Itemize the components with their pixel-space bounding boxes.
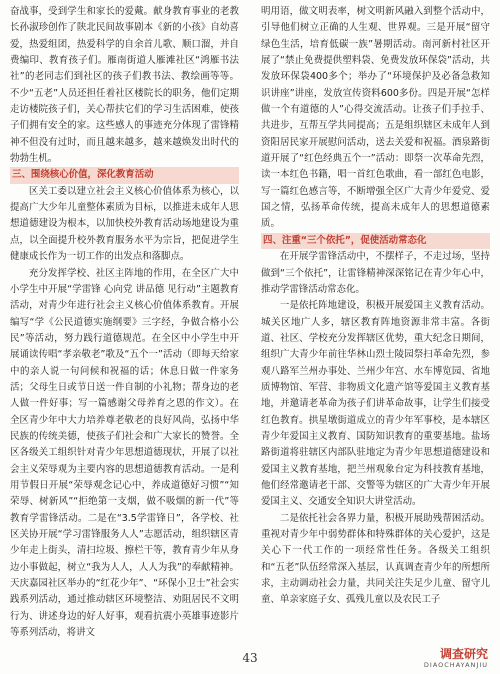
brand-pinyin: DIAOCHAYANJIU xyxy=(423,661,488,669)
left-paragraph-2: 区关工委以建立社会主义核心价值体系为核心，以提高广大少年儿童整体素质为目标，以推进未成年人思想道德建设为根本，以加快校外教育活动场地建设为重点，以全面提升校外教育服务水平为宗旨，把促进学生健康成长作为一切工作的出发点和落脚点。 xyxy=(10,185,239,263)
section-heading-4: 四、注重“三个依托”，促使活动常态化 xyxy=(261,233,490,249)
right-column xyxy=(261,4,490,609)
right-paragraph-2: 在开展学雷锋活动中，不摆样子，不走过场，坚持做到“三个依托”，让雷锋精神深深铭记在青少年心中，推动学雷锋活动常态化。 xyxy=(261,251,490,295)
left-column xyxy=(10,4,239,641)
left-paragraph-1: 奋战事，受到学生和家长的爱戴。献身教育事业的老教长孙淑珍创作了陕北民间故事剧本《新的小孩》自幼喜爱，热爱组团，热爱科学的自余首儿歌、顺口溜，并自费编印、教育孩子们。雁南街道人雁滩社区“鸿雁书法社”的老同志们到社区的孩子们教书法、教绘画等等。不少“五老”人员还担任着社区楼院长的职务，他们定期走访楼院孩子们，关心帮扶它们的学习生活困难，使孩子们拥有安全的家。这些感人的事迹充分体现了雷锋精神不但没有过时，而且越来越多，越来越焕发出时代的勃勃生机。 xyxy=(10,6,239,165)
left-paragraph-3: 充分发挥学校、社区主阵地的作用，在全区广大中小学生中开展“学雷锋 心向党 讲品德 见行动”主题教育活动，对青少年进行社会主义核心价值体系教育。开展编写“学《公民道德实施纲要》三字经，争做合格小公民”等活动，努力践行道德规范。在全区中小学生中开展诵读传唱“孝亲敬老”歌及“五个一”活动（即每天给家中的亲人说一句问候和祝福的话；休息日做一件家务活；父母生日或节日送一件自制的小礼物；帮身边的老人做一件好事；写一篇感谢父母养育之恩的作文）。在全区青少年中大力培养尊老敬老的良好风尚，弘扬中华民族的传统美德，使孩子们社会和广大家长的赞誉。全区各级关工组织针对青少年思想道德现状，开展了以社会主义荣辱观为主要内容的思想道德教育活动。一是利用节假日开展“荣辱观念记心中，养成道德好习惯”“知荣辱、树新风”“拒绝第一支烟，做不吸烟的新一代”等教育学雷锋活动。二是在“3.5学雷锋日”，各学校、社区关协开展“学习雷锋服务人人”志愿活动，组织辖区青少年走上街头，清扫垃圾、擦栏干等，教育青少年从身边小事做起，树立“我为人人，人人为我”的奉献精神。天庆嘉园社区举办的“红花少年”、“环保小卫士”社会实践系列活动，通过推动辖区环境整洁、劝阻居民不文明行为、讲述身边的好人好事，观看抗震小英雄事迹影片等系列活动，将讲文 xyxy=(10,267,239,639)
section-heading-3: 三、围绕核心价值，深化教育活动 xyxy=(10,167,239,183)
page-number: 43 xyxy=(242,651,258,665)
journal-brand xyxy=(424,648,488,669)
right-paragraph-1: 明用语，做文明表率，树文明新风融入到整个活动中，引导他们树立正确的人生观、世界观。三是开展“留守绿色生活，培育低碳一族”暑期活动。南河新村社区开展了“禁止免费提供塑料袋、免费发放环保袋”活动，共发放环保袋400多个；举办了“环境保护及必备急救知识讲座”讲座，发放宣传资料600多份。四是开展“怎样做一个有道德的人”心得交流活动。让孩子们手拉手、共进步，互帮互学共同提高；五是组织辖区未成年人到资阳居民家开展慰问活动，送去关爱和祝福。酒泉路街道开展了“红色经典五个一”活动：即祭一次革命先烈，读一本红色书籍，唱一首红色歌曲，看一部红色电影，写一篇红色感言等，不断增强全区广大青少年爱党、爱国之情，弘扬革命传统，提高未成年人的思想道德素质。 xyxy=(261,6,490,230)
right-paragraph-3: 一是依托阵地建设，积极开展爱国主义教育活动。城关区地广人多，辖区教育阵地资源非常丰富。各街道、社区、学校充分发挥辖区优势，重大纪念日期间，组织广大青少年前往华林山烈士陵园祭扫革命先烈，参观八路军兰州办事处、兰州少年宫、水车博览园、省地质博物馆、军营、非物质文化遗产馆等爱国主义教育基地，并邀请老革命为孩子们讲革命故事，让学生们接受红色教育。拱星墩街道成立的青少年军事校，是本辖区青少年爱国主义教育、国防知识教育的重要基地。盐场路街道将驻辖区内部队驻地定为青少年思想道德建设和爱国主义教育基地，把兰州观象台定为科技教育基地，他们经常邀请老干部、交警等为辖区的广大青少年开展爱国主义、交通安全知识大讲堂活动。 xyxy=(261,300,490,508)
brand-title: 调查研究 xyxy=(439,647,488,661)
right-paragraph-4: 二是依托社会各界力量，积极开展助残帮困活动。重视对青少年中弱势群体和特殊群体的关心爱护，这是关心下一代工作的一项经常性任务。各级关工组织和“五老”队伍经常深入基层，认真调查青少年的所想所求，主动调动社会力量，共同关注失足少儿童、留守儿童、单亲家庭子女、孤残儿童以及农民工子 xyxy=(261,512,490,606)
